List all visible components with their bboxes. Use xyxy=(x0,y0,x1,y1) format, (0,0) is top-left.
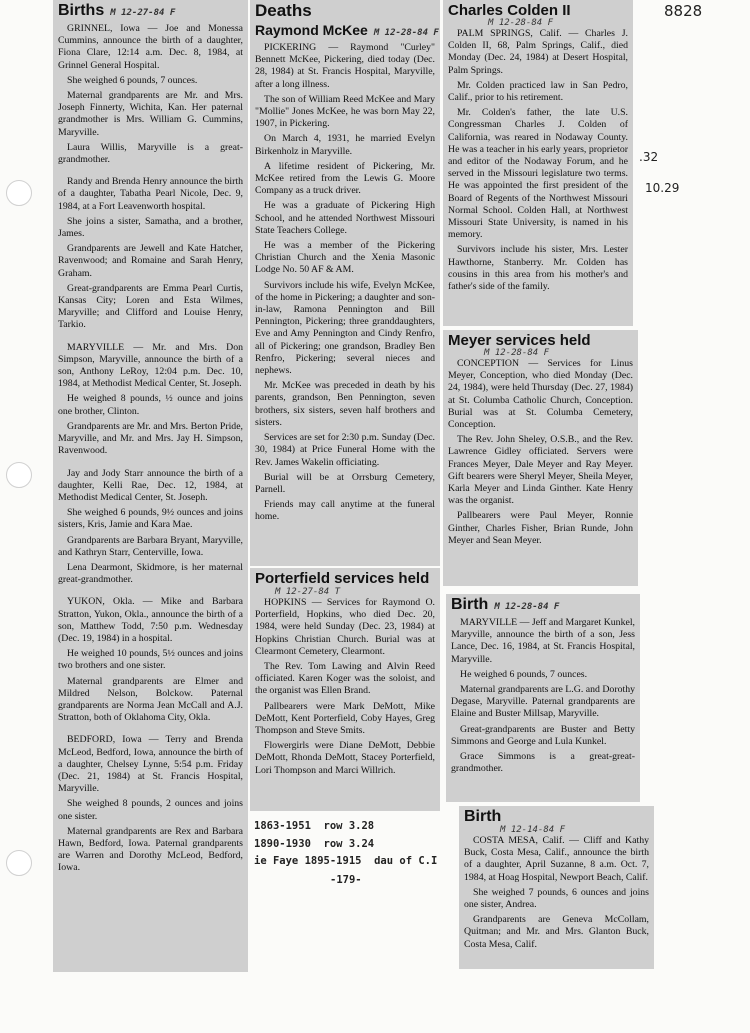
row-record: ie Faye 1895-1915 dau of C.I xyxy=(254,855,438,867)
paragraph: He weighed 10 pounds, 5½ ounces and joins two brothers and one sister. xyxy=(58,648,243,672)
births-clipping xyxy=(53,0,248,972)
paragraph: He weighed 6 pounds, 7 ounces. xyxy=(460,668,588,680)
paragraph: Grandparents are Jewell and Kate Hatcher, Ravenwood; and Romaine and Sarah Henry, Graham. xyxy=(58,243,243,279)
kunkel-body xyxy=(451,617,635,775)
binder-hole xyxy=(6,462,32,488)
date-stamp: M 12-28-84 F xyxy=(373,28,439,38)
date-stamp: M 12-27-84 F xyxy=(110,8,176,18)
paragraph: Mr. McKee was preceded in death by his parents, grandson, Ben Pennington, seven brothers, six sisters, seven half brothers and sisters. xyxy=(255,380,435,428)
colden-body xyxy=(448,28,628,293)
paragraph: The Rev. Tom Lawing and Alvin Reed officiated. Karen Koger was the soloist, and the organist was Ellen Brand. xyxy=(255,661,435,697)
paragraph: HOPKINS — Services for Raymond O. Porterfield, Hopkins, who died Dec. 20, 1984, were held Sunday (Dec. 23, 1984) at Hopkins Christian Church. Burial was at Clearmont Cemetery, Clearmont. xyxy=(255,597,435,657)
paragraph: Survivors include his sister, Mrs. Lester Hawthorne, Stanberry. Mr. Colden has cousins in this area from his mother's and father's side of the family. xyxy=(448,244,628,293)
paragraph: Lena Dearmont, Skidmore, is her maternal great-grandmother. xyxy=(58,561,243,586)
paragraph: Pallbearers were Paul Meyer, Ronnie Ginther, Charles Fisher, Brian Runde, John Meyer and Sean Meyer. xyxy=(448,510,633,546)
paragraph: MARYVILLE — Mr. and Mrs. Don Simpson, Maryville, announce the birth of a son, Anthony LeRoy, 12:04 p.m. Dec. 10, 1984, at Methodist Medical Center, St. Joseph. xyxy=(58,341,243,390)
paragraph: The son of William Reed McKee and Mary "Mollie" Jones McKee, he was born May 22, 1907, in Pickering. xyxy=(255,93,435,130)
buck-body xyxy=(464,835,649,951)
paragraph: Friends may call anytime at the funeral home. xyxy=(255,499,435,523)
porterfield-body xyxy=(255,597,435,777)
paragraph: Laura Willis, Maryville is a great-grandmother. xyxy=(58,141,243,166)
meyer-body xyxy=(448,358,633,547)
row-record: 1863-1951 row 3.28 xyxy=(254,820,375,832)
paragraph: YUKON, Okla. — Mike and Barbara Stratton, Yukon, Okla., announce the birth of a son, Matthew Todd, 7:50 p.m. Wednesday (Dec. 19, 1984) in a hospital. xyxy=(58,596,243,644)
margin-note: 10.29 xyxy=(645,181,680,195)
paragraph: She weighed 8 pounds, 2 ounces and joins one sister. xyxy=(58,798,243,822)
paragraph: Grandparents are Geneva McCollam, Quitman; and Mr. and Mrs. Glanton Buck, Costa Mesa, Calif. xyxy=(464,914,649,950)
paragraph: Survivors include his wife, Evelyn McKee, of the home in Pickering; a daughter and son-in-law, Ramona Pennington and Bill Pennington, Pickering; three granddaughters, Eve and Amy Pennington and Cindy Renfro, all of Pickering; one grandson, Bradley Ben Renfro, Pickering; several nieces and nephews. xyxy=(255,279,435,377)
paragraph: Maternal grandparents are Elmer and Mildred Nelson, Bolckow. Paternal grandparents are Norma Jean McCall and A.J. Stratton, both of Oklahoma City, Okla. xyxy=(58,675,243,724)
birth-heading: Birth M 12-28-84 F xyxy=(451,596,560,613)
paragraph: Mr. Colden's father, the late U.S. Congressman Charles J. Colden of California, was reared in Nodaway County. He was a teacher in his early years, proprietor and editor of the Nodaway Forum, and he served in the Missouri legislature two terms. He was appointed the first president of the Board of Regents of the Northwest Missouri Normal School. Colden Hall, at Northwest Missouri State University, is named in his memory. xyxy=(448,107,628,241)
row-record: 1890-1930 row 3.24 xyxy=(254,838,375,850)
paragraph: Burial will be at Orrsburg Cemetery, Parnell. xyxy=(255,471,435,495)
paragraph: He weighed 8 pounds, ½ ounce and joins one brother, Clinton. xyxy=(58,393,243,417)
births-heading: Births M 12-27-84 F xyxy=(58,2,176,19)
paragraph: CONCEPTION — Services for Linus Meyer, Conception, who died Monday (Dec. 24, 1984), were held Thursday (Dec. 27, 1984) at St. Columba Catholic Church, Conception. Burial was at St. Columba Cemetery, Conception. xyxy=(448,358,633,431)
colden-heading: Charles Colden II xyxy=(448,2,571,19)
paragraph: Mr. Colden practiced law in San Pedro, Calif., prior to his retirement. xyxy=(448,79,628,104)
obituary-name: Raymond McKee M 12-28-84 F xyxy=(255,22,439,38)
page-number-handwritten: 8828 xyxy=(664,2,703,20)
binder-hole xyxy=(6,850,32,876)
paragraph: Flowergirls were Diane DeMott, Debbie DeMott, Rhonda DeMott, Stacey Porterfield, Lori Thompson and Marci Willrich. xyxy=(255,740,435,776)
paragraph: On March 4, 1931, he married Evelyn Birkenholz in Maryville. xyxy=(255,133,435,157)
page-reference: -179- xyxy=(330,874,362,886)
paragraph: Services are set for 2:30 p.m. Sunday (Dec. 30, 1984) at Price Funeral Home with the Rev. James Wakelin officiating. xyxy=(255,432,435,468)
birth-buck-clipping xyxy=(459,806,654,969)
paragraph: Maternal grandparents are Rex and Barbara Hawn, Bedford, Iowa. Paternal grandparents are Warren and Dorothy McLeod, Bedford, Iowa. xyxy=(58,825,243,874)
paragraph: She weighed 6 pounds, 7 ounces. xyxy=(67,74,198,86)
meyer-clipping xyxy=(443,330,638,586)
deaths-heading: Deaths xyxy=(255,1,312,20)
date-stamp: M 12-28-84 F xyxy=(488,18,554,28)
mckee-body xyxy=(255,42,435,524)
paragraph: Grandparents are Barbara Bryant, Maryville, and Kathryn Starr, Centerville, Iowa. xyxy=(58,534,243,558)
paragraph: PALM SPRINGS, Calif. — Charles J. Colden II, 68, Palm Springs, Calif., died Monday (Dec. 24, 1984) at Desert Hospital, Palm Springs. xyxy=(448,28,628,76)
birth-kunkel-clipping xyxy=(446,594,640,802)
paragraph: Jay and Jody Starr announce the birth of a daughter, Kelli Rae, Dec. 12, 1984, at Methodist Medical Center, St. Joseph. xyxy=(58,467,243,503)
paragraph: A lifetime resident of Pickering, Mr. McKee retired from the Lewis G. Moore Company as a truck driver. xyxy=(255,160,435,197)
paragraph: He was a member of the Pickering Christian Church and the Xenia Masonic Lodge No. 50 AF & AM. xyxy=(255,240,435,276)
colden-clipping xyxy=(443,0,633,326)
date-stamp: M 12-27-84 T xyxy=(275,587,341,597)
paragraph: Pallbearers were Mark DeMott, Mike DeMott, Kent Porterfield, Coby Hayes, Greg Thompson and Steve Smits. xyxy=(255,700,435,737)
paragraph: GRINNEL, Iowa — Joe and Monessa Cummins, announce the birth of a daughter, Fiona Clare, 12:14 a.m. Dec. 8, 1984, at Grinnel General Hospital. xyxy=(58,23,243,71)
paragraph: Great-grandparents are Buster and Betty Simmons and George and Lula Kunkel. xyxy=(451,723,635,747)
porterfield-clipping xyxy=(250,568,440,811)
paragraph: She joins a sister, Samatha, and a brother, James. xyxy=(58,215,243,240)
date-stamp: M 12-28-84 F xyxy=(494,602,560,612)
paragraph: COSTA MESA, Calif. — Cliff and Kathy Buck, Costa Mesa, Calif., announce the birth of a daughter, April Suzanne, 8 a.m. Oct. 7, 1984, at Hoag Hospital, Newport Beach, Calif. xyxy=(464,835,649,883)
paragraph: The Rev. John Sheley, O.S.B., and the Rev. Lawrence Gidley officiated. Servers were Frances Meyer, Dale Meyer and Ray Meyer. Gift bearers were Sheryl Meyer, Sheila Meyer, Karla Meyer and Linda Ginther. Kate Henry was the organist. xyxy=(448,434,633,507)
birth-heading: Birth xyxy=(464,808,502,825)
paragraph: BEDFORD, Iowa — Terry and Brenda McLeod, Bedford, Iowa, announce the birth of a daughter, Chelsey Lynne, 5:54 p.m. Friday (Dec. 21, 1984) at St. Francis Hospital, Maryville. xyxy=(58,734,243,795)
paragraph: He was a graduate of Pickering High School, and he attended Northwest Missouri State Teachers College. xyxy=(255,200,435,236)
date-stamp: M 12-14-84 F xyxy=(500,825,566,835)
margin-note: .32 xyxy=(639,150,659,164)
porterfield-heading: Porterfield services held xyxy=(255,570,430,587)
binder-hole xyxy=(6,180,32,206)
date-stamp: M 12-28-84 F xyxy=(484,348,550,358)
paragraph: Grace Simmons is a great-great-grandmother. xyxy=(451,751,635,775)
births-body xyxy=(58,23,243,875)
paragraph: Maternal grandparents are L.G. and Dorothy Degase, Maryville. Paternal grandparents are Elaine and Buster Millsap, Maryville. xyxy=(451,684,635,720)
paragraph: Maternal grandparents are Mr. and Mrs. Joseph Finnerty, Wichita, Kan. Her paternal grandmother is Mrs. William G. Cummins, Maryville. xyxy=(58,90,243,138)
meyer-heading: Meyer services held xyxy=(448,332,591,349)
paragraph: Grandparents are Mr. and Mrs. Berton Pride, Maryville, and Mr. and Mrs. Jay H. Simpson, Ravenwood. xyxy=(58,420,243,457)
paragraph: Randy and Brenda Henry announce the birth of a daughter, Tabatha Pearl Nicole, Dec. 9, 1984, at a Fort Leavenworth hospital. xyxy=(58,176,243,212)
paragraph: PICKERING — Raymond "Curley" Bennett McKee, Pickering, died today (Dec. 28, 1984) at St. Francis Hospital, Maryville, after a long illness. xyxy=(255,42,435,90)
paragraph: She weighed 7 pounds, 6 ounces and joins one sister, Andrea. xyxy=(464,886,649,911)
paragraph: MARYVILLE — Jeff and Margaret Kunkel, Maryville, announce the birth of a son, Jess Lance, Dec. 16, 1984, at St. Francis Hospital, Maryville. xyxy=(451,617,635,665)
paragraph: She weighed 6 pounds, 9½ ounces and joins sisters, Kris, Jamie and Kara Mae. xyxy=(58,507,243,531)
deaths-clipping xyxy=(250,0,440,566)
paragraph: Great-grandparents are Emma Pearl Curtis, Kansas City; Loren and Esta Wilmes, Maryville; and Clifford and Louise Henry, Tarkio. xyxy=(58,282,243,331)
